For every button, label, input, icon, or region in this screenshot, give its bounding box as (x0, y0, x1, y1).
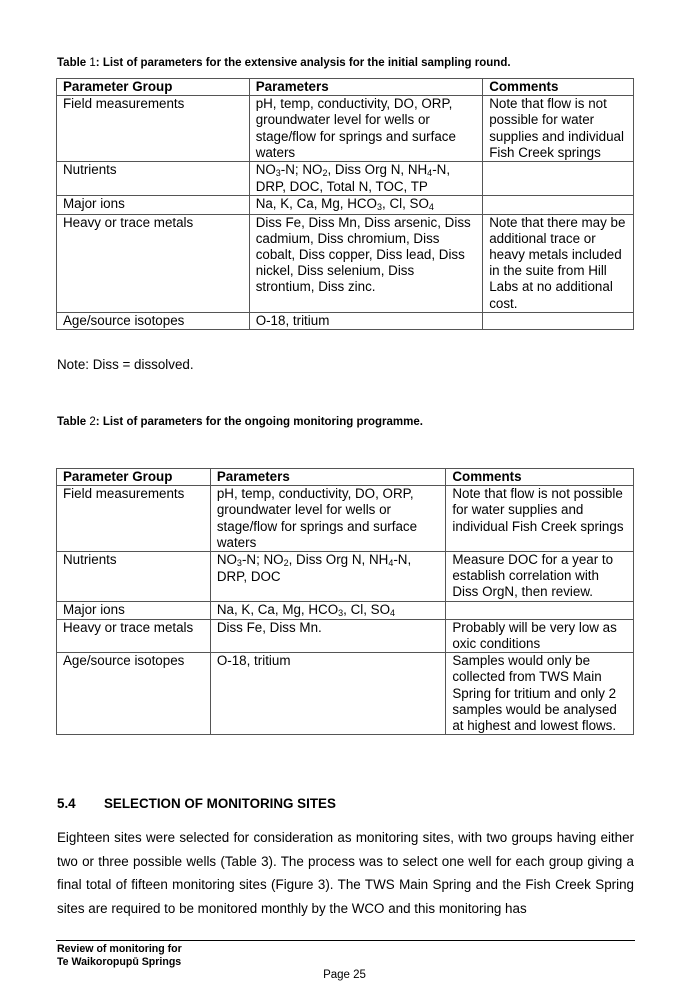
table2-row (57, 486, 634, 552)
table1-cell-group: Major ions (57, 196, 250, 214)
table1-cell-params: $NO_3-N$; $NO_2$, Diss Org N, $NH_4-N$, DRP, DOC, Total N, TOC, TP (249, 162, 483, 196)
table1-header-comments: Comments (483, 79, 634, 96)
table1-caption-number: 1 (89, 57, 96, 69)
table2-cell-group: Field measurements (57, 486, 211, 552)
footer-line-2: Te Waikoropupū Springs (57, 955, 182, 968)
table1-cell-group: Age/source isotopes (57, 312, 250, 329)
table2-header-row (57, 469, 634, 486)
table1-cell-comments: Note that flow is not possible for water supplies and individual Fish Creek springs (483, 96, 634, 162)
table1-cell-group: Nutrients (57, 162, 250, 196)
table2-cell-group: Age/source isotopes (57, 653, 211, 735)
table1-caption-label: Table (57, 57, 90, 69)
table2-cell-group: Major ions (57, 601, 211, 619)
table2-cell-comments: Samples would only be collected from TWS Main Spring for tritium and only 2 samples would be analysed at highest and lowest flows. (446, 653, 634, 735)
table1-cell-params: Na, K, Ca, Mg, $HCO_3$, Cl, $SO_4$ (249, 196, 483, 214)
footer-title (57, 943, 182, 968)
table1-cell-comments: Note that there may be additional trace or heavy metals included in the suite from Hill Labs at no additional cost. (483, 214, 634, 312)
note: Note: Diss = dissolved. (57, 357, 194, 372)
section-title: SELECTION OF MONITORING SITES (104, 796, 336, 811)
table1-caption-text: : List of parameters for the extensive analysis for the initial sampling round. (95, 57, 511, 69)
table1-cell-group: Heavy or trace metals (57, 214, 250, 312)
table2-cell-group: Nutrients (57, 552, 211, 602)
table2-row (57, 619, 634, 652)
table2-header-comments: Comments (446, 469, 634, 486)
table1-caption (57, 57, 511, 69)
table1-cell-comments (483, 162, 634, 196)
table2-caption (57, 416, 423, 428)
table2-cell-group: Heavy or trace metals (57, 619, 211, 652)
table1 (56, 78, 634, 330)
table1-row (57, 96, 634, 162)
table2-cell-params: pH, temp, conductivity, DO, ORP, groundwater level for wells or stage/flow for springs and surface waters (210, 486, 446, 552)
table2-header-group: Parameter Group (57, 469, 211, 486)
section-number: 5.4 (57, 796, 76, 811)
table1-cell-comments (483, 312, 634, 329)
table2-caption-label: Table (57, 416, 90, 428)
section-paragraph: Eighteen sites were selected for consideration as monitoring sites, with two groups having either two or three possible wells (Table 3). The process was to select one well for each group giving a final total of fifteen monitoring sites (Figure 3). The TWS Main Spring and the Fish Creek Spring sites are required to be monitored monthly by the WCO and this monitoring has (57, 830, 634, 916)
section-heading (57, 796, 336, 811)
table1-header-row (57, 79, 634, 96)
table1-cell-params: pH, temp, conductivity, DO, ORP, groundwater level for wells or stage/flow for springs and surface waters (249, 96, 483, 162)
table1-header-group: Parameter Group (57, 79, 250, 96)
table2-row (57, 653, 634, 735)
table2-caption-number: 2 (89, 416, 96, 428)
page-number: Page 25 (323, 969, 366, 981)
table2-row (57, 552, 634, 602)
table1-cell-comments (483, 196, 634, 214)
footer-divider (56, 940, 635, 941)
table2-cell-params: Na, K, Ca, Mg, $HCO_3$, Cl, $SO_4$ (210, 601, 446, 619)
table1-row (57, 214, 634, 312)
table2-cell-comments: Probably will be very low as oxic conditions (446, 619, 634, 652)
table2 (56, 468, 634, 735)
table1-cell-params: Diss Fe, Diss Mn, Diss arsenic, Diss cadmium, Diss chromium, Diss cobalt, Diss copper, Diss lead, Diss nickel, Diss selenium, Diss strontium, Diss zinc. (249, 214, 483, 312)
table2-cell-comments: Note that flow is not possible for water supplies and individual Fish Creek springs (446, 486, 634, 552)
table2-header-params: Parameters (210, 469, 446, 486)
table1-header-params: Parameters (249, 79, 483, 96)
table2-cell-params: Diss Fe, Diss Mn. (210, 619, 446, 652)
table2-cell-comments: Measure DOC for a year to establish correlation with Diss OrgN, then review. (446, 552, 634, 602)
table2-cell-params: O-18, tritium (210, 653, 446, 735)
table2-row (57, 601, 634, 619)
table2-cell-params: $NO_3-N$; $NO_2$, Diss Org N, $NH_4-N$, DRP, DOC (210, 552, 446, 602)
table1-cell-params: O-18, tritium (249, 312, 483, 329)
table1-row (57, 312, 634, 329)
table2-caption-text: : List of parameters for the ongoing monitoring programme. (95, 416, 423, 428)
table1-row (57, 162, 634, 196)
table1-cell-group: Field measurements (57, 96, 250, 162)
footer-line-1: Review of monitoring for (57, 943, 182, 955)
table1-row (57, 196, 634, 214)
table2-cell-comments (446, 601, 634, 619)
